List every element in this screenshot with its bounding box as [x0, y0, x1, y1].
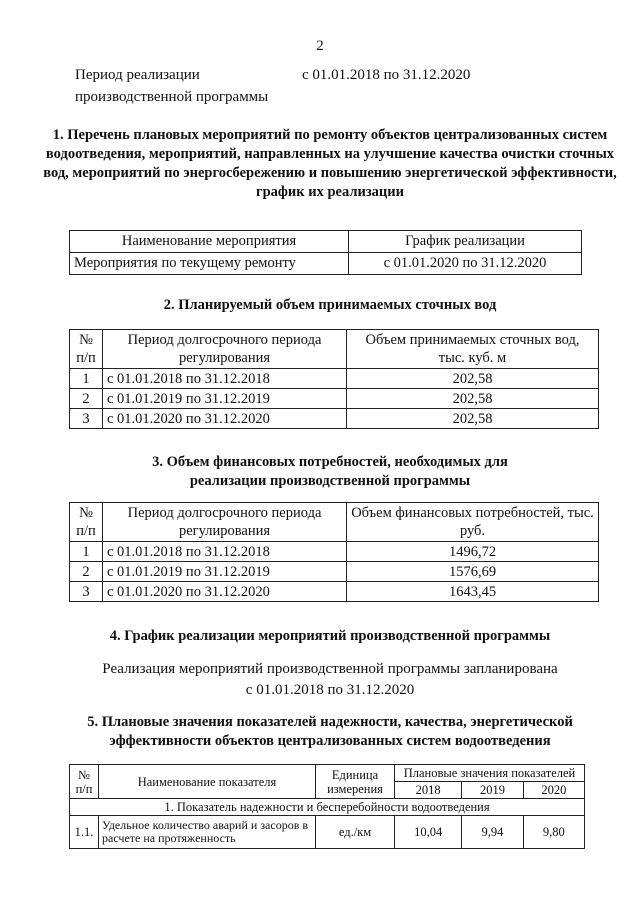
table-cell: 2	[70, 562, 103, 582]
section2-table	[69, 329, 599, 429]
table-cell: с 01.01.2019 по 31.12.2019	[103, 389, 347, 409]
table-cell: Удельное количество аварий и засоров в расчете на протяженность	[99, 816, 316, 849]
table-cell: с 01.01.2018 по 31.12.2018	[103, 542, 347, 562]
section4-title: 4. График реализации мероприятий производственной программы	[109, 628, 551, 644]
table-cell: 1.1.	[70, 816, 99, 849]
table-cell: ед./км	[316, 816, 395, 849]
table-cell: 1496,72	[347, 542, 599, 562]
table-cell: с 01.01.2019 по 31.12.2019	[103, 562, 347, 582]
table-cell: с 01.01.2020 по 31.12.2020	[103, 582, 347, 602]
section5-table	[69, 764, 585, 849]
table-row	[70, 253, 582, 275]
header-cell: График реализации	[349, 231, 582, 253]
table-cell: Мероприятия по текущему ремонту	[70, 253, 349, 275]
table-cell: 202,58	[347, 389, 599, 409]
table-cell: 1643,45	[347, 582, 599, 602]
section1-title: 1. Перечень плановых мероприятий по ремонту объектов централизованных систем водоотведения, мероприятий, направленных на улучшение качества очистки сточных вод, мероприятий по энергосбережению и повышению энергетической эффективности, график их реализации	[43, 127, 617, 200]
header-cell: Период долгосрочного периода регулирования	[103, 503, 347, 542]
table-cell: 202,58	[347, 409, 599, 429]
section4-text-line2: с 01.01.2018 по 31.12.2020	[245, 682, 415, 698]
table-cell: 3	[70, 582, 103, 602]
table-row	[70, 369, 599, 389]
header-cell: № п/п	[70, 330, 103, 369]
table-header-row	[70, 330, 599, 369]
table-cell: 10,04	[395, 816, 462, 849]
header-cell: Плановые значения показателей	[395, 765, 585, 782]
section2-title: 2. Планируемый объем принимаемых сточных вод	[163, 297, 497, 313]
table-cell: 1	[70, 542, 103, 562]
section4-text-line1: Реализация мероприятий производственной программы запланирована	[102, 661, 558, 677]
table-row	[70, 582, 599, 602]
table-cell: 9,80	[523, 816, 584, 849]
group-cell: 1. Показатель надежности и бесперебойности водоотведения	[70, 799, 585, 816]
table-row	[70, 562, 599, 582]
section3-title: 3. Объем финансовых потребностей, необходимых для реализации производственной программы	[152, 454, 508, 489]
header-cell: № п/п	[70, 503, 103, 542]
year-cell: 2018	[395, 782, 462, 799]
table-group-row	[70, 799, 585, 816]
table-row	[70, 816, 585, 849]
table-cell: 9,94	[462, 816, 523, 849]
year-cell: 2019	[462, 782, 523, 799]
table-cell: с 01.01.2020 по 31.12.2020	[103, 409, 347, 429]
table-header-row	[70, 503, 599, 542]
table-row	[70, 542, 599, 562]
table-cell: 1	[70, 369, 103, 389]
header-cell: Объем финансовых потребностей, тыс. руб.	[347, 503, 599, 542]
table-cell: 2	[70, 389, 103, 409]
year-cell: 2020	[523, 782, 584, 799]
table-cell: с 01.01.2018 по 31.12.2018	[103, 369, 347, 389]
table-cell: с 01.01.2020 по 31.12.2020	[349, 253, 582, 275]
section1-table	[69, 230, 582, 275]
table-cell: 3	[70, 409, 103, 429]
period-value: с 01.01.2018 по 31.12.2020	[302, 67, 471, 83]
header-cell: Период долгосрочного периода регулирования	[103, 330, 347, 369]
header-cell: Объем принимаемых сточных вод, тыс. куб. м	[347, 330, 599, 369]
section3-table	[69, 502, 599, 602]
page-number: 2	[316, 38, 324, 54]
table-cell: 1576,69	[347, 562, 599, 582]
section5-title: 5. Плановые значения показателей надежности, качества, энергетической эффективности объектов централизованных систем водоотведения	[87, 714, 573, 749]
table-header-row	[70, 231, 582, 253]
header-cell: Наименование показателя	[99, 765, 316, 799]
header-cell: Наименование мероприятия	[70, 231, 349, 253]
header-cell: Единица измерения	[316, 765, 395, 799]
table-cell: 202,58	[347, 369, 599, 389]
table-row	[70, 389, 599, 409]
table-row	[70, 409, 599, 429]
period-label: Период реализации производственной программы	[75, 67, 269, 105]
table-header-row	[70, 765, 585, 782]
header-cell: № п/п	[70, 765, 99, 799]
